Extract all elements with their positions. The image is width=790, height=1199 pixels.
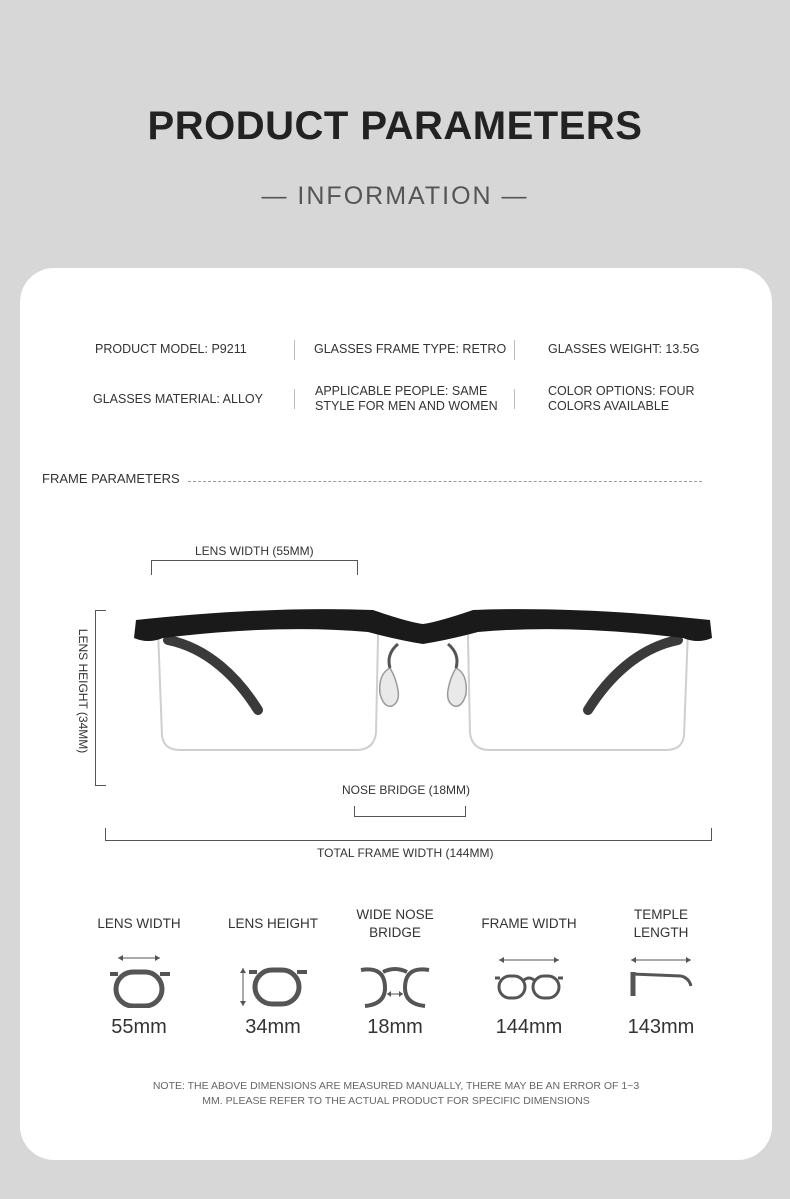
measure-label: TEMPLE LENGTH (633, 907, 689, 940)
right-pad-arm (448, 644, 457, 668)
measure-value: 55mm (111, 1016, 167, 1038)
glasses-material: GLASSES MATERIAL: ALLOY (93, 392, 263, 406)
parameters-card (20, 268, 772, 1160)
nose-bridge-label: NOSE BRIDGE (18MM) (342, 783, 471, 797)
total-width-bracket (105, 828, 712, 841)
total-width-label: TOTAL FRAME WIDTH (144MM) (317, 846, 494, 860)
disclaimer-note (150, 1079, 642, 1109)
applicable-people (315, 384, 498, 414)
glasses-weight: GLASSES WEIGHT: 13.5G (548, 342, 700, 356)
measure-value: 34mm (245, 1016, 301, 1038)
lens-height-icon (235, 952, 311, 1008)
page-subtitle: — INFORMATION — (261, 182, 529, 210)
temple-length-icon (623, 952, 699, 1008)
color-options-line2: COLORS AVAILABLE (548, 399, 670, 413)
applicable-people-line2: STYLE FOR MEN AND WOMEN (315, 399, 498, 413)
measure-frame-width (464, 904, 594, 1039)
color-options (548, 384, 695, 414)
divider (294, 389, 295, 409)
measure-label: FRAME WIDTH (481, 916, 577, 931)
frame-width-icon (491, 952, 567, 1008)
lens-width-icon (104, 952, 174, 1008)
measure-lens-width (74, 904, 204, 1039)
product-model: PRODUCT MODEL: P9211 (95, 342, 247, 356)
frame-type: GLASSES FRAME TYPE: RETRO (314, 342, 507, 356)
measure-temple-length (596, 904, 726, 1039)
right-temple (588, 640, 678, 710)
nose-bridge-icon (357, 952, 433, 1008)
measure-label: LENS WIDTH (97, 916, 181, 931)
dashed-divider (188, 481, 702, 482)
left-nose-pad (380, 668, 399, 706)
measure-label: LENS HEIGHT (227, 916, 319, 931)
color-options-line1: COLOR OPTIONS: FOUR (548, 384, 695, 398)
left-temple (168, 640, 258, 710)
measure-nose-bridge (330, 904, 460, 1039)
divider (514, 340, 515, 360)
frame-parameters-heading: FRAME PARAMETERS (42, 471, 180, 486)
measure-value: 143mm (627, 1016, 695, 1038)
note-line1: NOTE: THE ABOVE DIMENSIONS ARE MEASURED MANUALLY, THERE MAY BE AN ERROR OF 1~3 (152, 1080, 640, 1092)
lens-height-label: LENS HEIGHT (34MM) (76, 628, 90, 754)
divider (514, 389, 515, 409)
measure-label: WIDE NOSE BRIDGE (356, 907, 434, 940)
lens-width-bracket (151, 560, 358, 575)
note-line2: MM. PLEASE REFER TO THE ACTUAL PRODUCT FOR SPECIFIC DIMENSIONS (202, 1095, 590, 1107)
glasses-illustration (128, 598, 718, 758)
brow-bar (134, 609, 712, 644)
page-title: PRODUCT PARAMETERS (147, 104, 643, 148)
lens-width-label: LENS WIDTH (55MM) (195, 544, 314, 558)
left-pad-arm (389, 644, 398, 668)
lens-height-bracket (95, 610, 106, 786)
measure-value: 144mm (495, 1016, 563, 1038)
nose-bridge-bracket (354, 806, 466, 817)
divider (294, 340, 295, 360)
applicable-people-line1: APPLICABLE PEOPLE: SAME (315, 384, 488, 398)
measure-lens-height (208, 904, 338, 1039)
right-nose-pad (448, 668, 467, 706)
measure-value: 18mm (367, 1016, 423, 1038)
